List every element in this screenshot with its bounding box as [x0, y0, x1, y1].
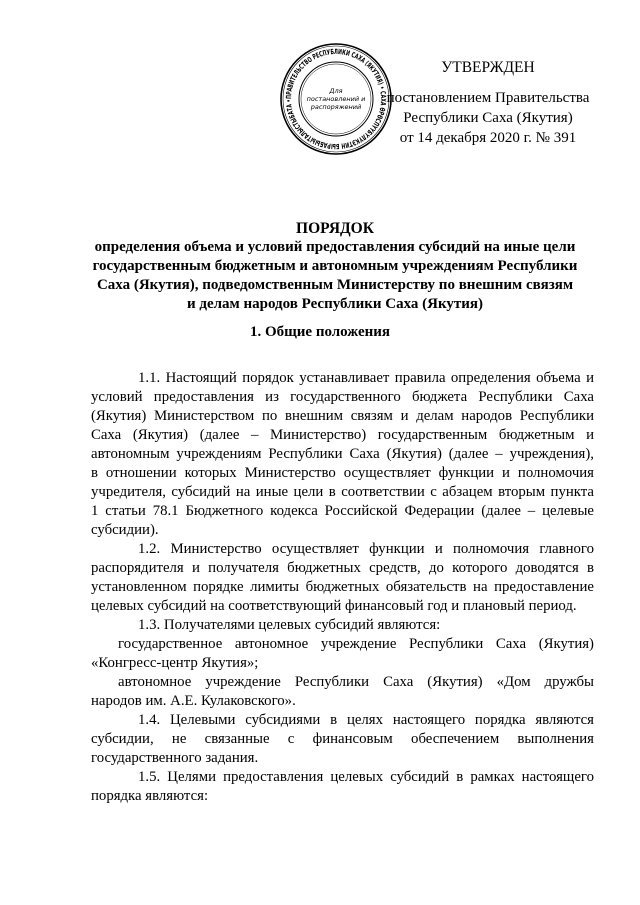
title-line: и делам народов Республики Саха (Якутия) [186, 296, 484, 312]
body-line: учредителя, субсидий на иные цели в соответствии с абзацем вторым пункта [91, 484, 594, 500]
approval-line-2: Республики Саха (Якутия) [403, 110, 573, 126]
body-line: порядка являются: [91, 788, 209, 804]
approval-heading: УТВЕРЖДЕН [441, 59, 535, 76]
body-line: государственное автономное учреждение Республики Саха (Якутия) [118, 636, 594, 652]
body-line: 1.2. Министерство осуществляет функции и полномочия главного [138, 541, 594, 557]
body-line: автономным учреждениям Республики Саха (Якутия) (далее – учреждения), [91, 446, 594, 462]
body-line: условий предоставления из государственного бюджета Республики Саха [91, 389, 594, 405]
body-line: 1.5. Целями предоставления целевых субсидий в рамках настоящего [138, 769, 594, 785]
svg-text:распоряжений: распоряжений [310, 103, 362, 111]
approval-line-3: от 14 декабря 2020 г. № 391 [399, 130, 577, 146]
body-line: «Конгресс-центр Якутия»; [91, 655, 259, 671]
approval-block [370, 58, 606, 148]
body-line: 1.3. Получателями целевых субсидий являются: [138, 617, 441, 633]
title-line: определения объема и условий предоставления субсидий на иные цели [94, 239, 576, 255]
title-line: государственным бюджетным и автономным учреждениям Республики [92, 258, 578, 274]
body-line: субсидии). [91, 522, 159, 538]
body-line: 1.4. Целевыми субсидиями в целях настоящего порядка являются [138, 712, 594, 728]
body-line: целевых субсидий на соответствующий финансовый год и плановый период. [91, 598, 577, 614]
body-line: Саха (Якутия) (далее – Министерство) государственным бюджетным и [91, 427, 594, 443]
body-line: в отношении которых Министерство осуществляет функции и полномочия [91, 465, 594, 481]
body-line: 1 статьи 78.1 Бюджетного кодекса Российской Федерации (далее – целевые [91, 503, 594, 519]
document-body [91, 369, 594, 806]
body-line: народов им. А.Е. Кулаковского». [91, 693, 296, 709]
title-line: ПОРЯДОК [296, 220, 374, 237]
body-line: субсидии, не связанные с финансовым обеспечением выполнения [91, 731, 594, 747]
document-title [88, 219, 582, 314]
body-line: государственного задания. [91, 750, 259, 766]
title-line: Саха (Якутия), подведомственным Министерству по внешним связям [96, 277, 574, 293]
body-line: 1.1. Настоящий порядок устанавливает правила определения объема и [138, 370, 594, 386]
body-line: автономное учреждение Республики Саха (Якутия) «Дом дружбы [118, 674, 594, 690]
section-heading: 1. Общие положения [249, 324, 391, 340]
body-line: распорядителя и получателя бюджетных средств, до которого доводятся в [91, 560, 594, 576]
svg-text:ПРАВИТЕЛЬСТВО РЕСПУБЛИКИ САХА: ПРАВИТЕЛЬСТВО РЕСПУБЛИКИ САХА (ЯКУТИЯ) • САХА ӨРӨСПҮҮБҮЛҮКЭТИН БЫРАБЫЫТАЛЫСТЫБАТА • [283, 46, 389, 152]
body-line: (Якутия) Министерством по внешним связям и делам народов Республики [91, 408, 594, 424]
svg-text:постановлений и: постановлений и [306, 95, 366, 103]
svg-text:Для: Для [329, 87, 343, 95]
body-line: установленном порядке лимиты бюджетных обязательств на предоставление [91, 579, 594, 595]
approval-line-1: постановлением Правительства [386, 90, 590, 106]
